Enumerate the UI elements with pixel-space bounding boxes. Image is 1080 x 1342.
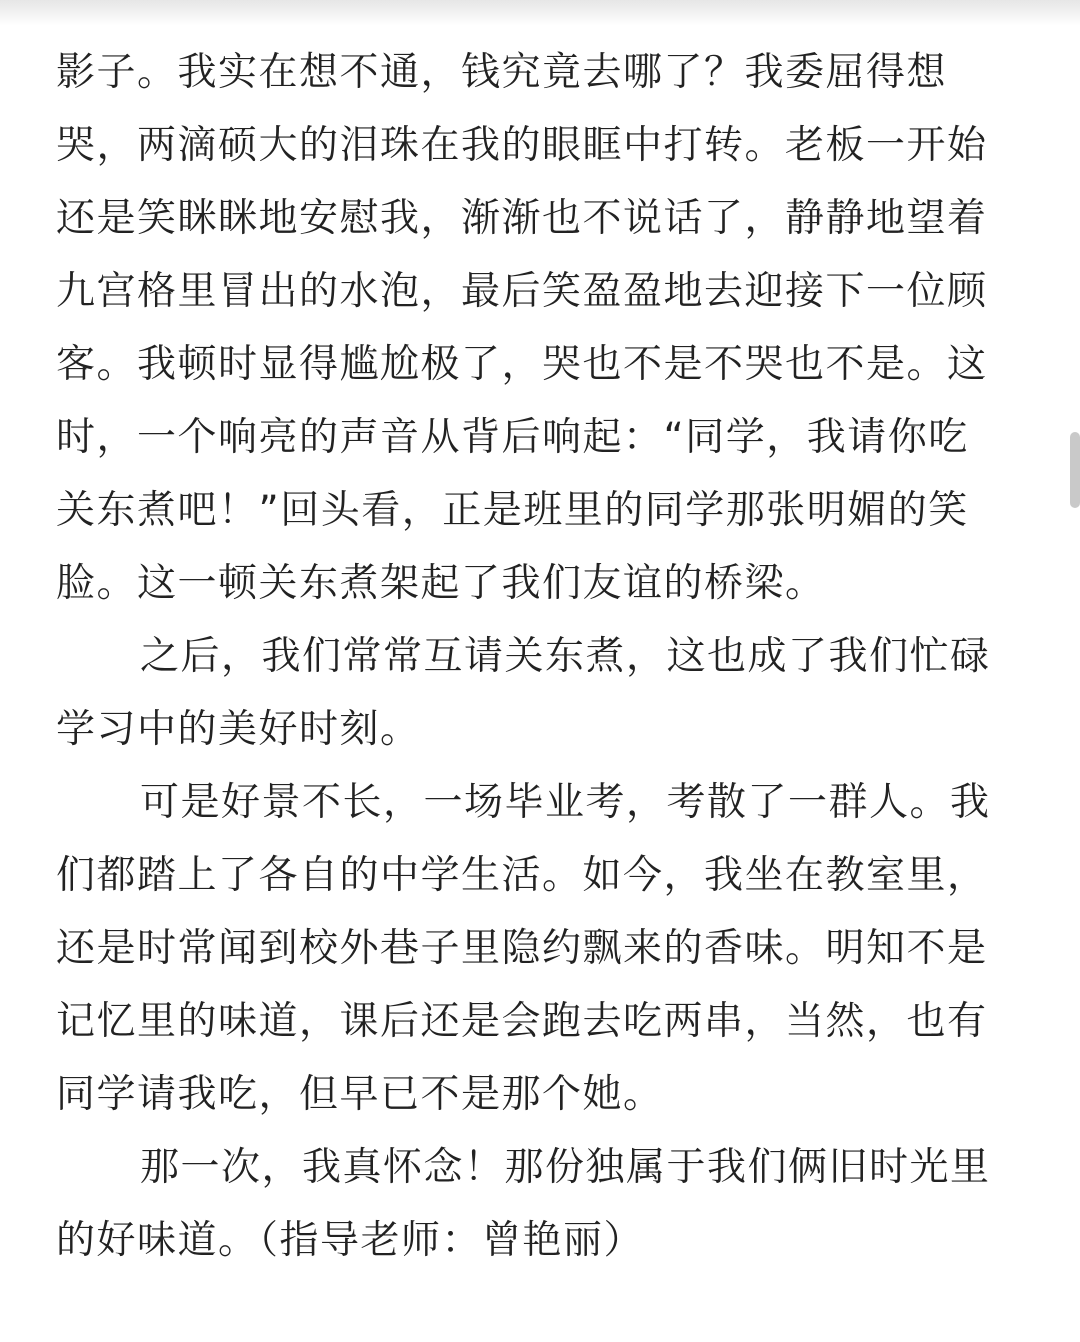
text-line: 关东煮吧！”回头看，正是班里的同学那张明媚的笑 xyxy=(56,488,969,533)
text-line: 记忆里的味道，课后还是会跑去吃两串，当然，也有 xyxy=(56,999,988,1044)
text-line: 学习中的美好时刻。 xyxy=(56,707,421,752)
text-line: 哭，两滴硕大的泪珠在我的眼眶中打转。老板一开始 xyxy=(56,123,988,168)
text-line: 还是时常闻到校外巷子里隐约飘来的香味。明知不是 xyxy=(56,926,988,971)
text-line: 的好味道。（指导老师：曾艳丽） xyxy=(56,1218,645,1263)
scrollbar-thumb[interactable] xyxy=(1070,432,1080,508)
text-line: 们都踏上了各自的中学生活。如今，我坐在教室里， xyxy=(56,853,988,898)
article-text xyxy=(56,36,1026,1277)
text-line: 时，一个响亮的声音从背后响起：“同学，我请你吃 xyxy=(56,415,969,460)
text-line: 客。我顿时显得尴尬极了，哭也不是不哭也不是。这 xyxy=(56,342,988,387)
text-line: 还是笑眯眯地安慰我，渐渐也不说话了，静静地望着 xyxy=(56,196,988,241)
paragraph-start-line: 可是好景不长，一场毕业考，考散了一群人。我 xyxy=(140,780,991,825)
text-line: 九宫格里冒出的水泡，最后笑盈盈地去迎接下一位顾 xyxy=(56,269,988,314)
paragraph-start-line: 那一次，我真怀念！那份独属于我们俩旧时光里 xyxy=(140,1145,991,1190)
top-edge-shadow xyxy=(0,0,1080,26)
text-line: 脸。这一顿关东煮架起了我们友谊的桥梁。 xyxy=(56,561,826,606)
text-line: 影子。我实在想不通，钱究竟去哪了？我委屈得想 xyxy=(56,50,948,95)
text-line: 同学请我吃，但早已不是那个她。 xyxy=(56,1072,664,1117)
paragraph-start-line: 之后，我们常常互请关东煮，这也成了我们忙碌 xyxy=(140,634,991,679)
